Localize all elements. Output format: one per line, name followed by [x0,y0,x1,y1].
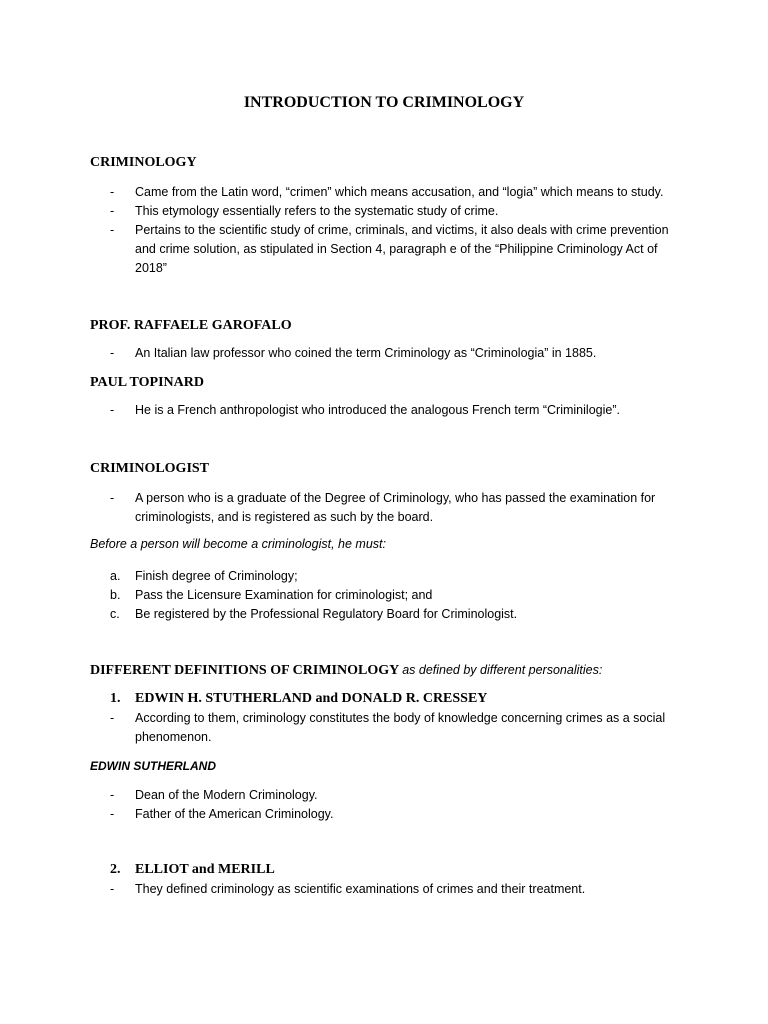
list-item-text: Came from the Latin word, “crimen” which means accusation, and “logia” which means to study. [135,185,664,199]
letter-marker: b. [110,588,121,602]
list-item-text: Father of the American Criminology. [135,807,334,821]
list-item [110,786,680,805]
list-item-text: An Italian law professor who coined the term Criminology as “Criminologia” in 1885. [135,346,597,360]
requirement-text: Pass the Licensure Examination for criminologist; and [135,588,433,602]
list-item [110,805,680,824]
bullet-marker: - [110,403,115,417]
list-item-text: This etymology essentially refers to the systematic study of crime. [135,204,499,218]
list-item [110,489,680,527]
list-item-text: Pertains to the scientific study of crime, criminals, and victims, it also deals with crime prevention and crime solution, as stipulated in Section 4, paragraph e of the “Philippine Criminology Act of 2018” [135,223,669,275]
definition-entry-heading [110,862,275,878]
bullet-marker: - [110,491,115,505]
requirements-note: Before a person will become a criminologist, he must: [90,537,386,551]
number-marker: 1. [110,691,121,706]
list-item [110,221,680,278]
section-heading-topinard: PAUL TOPINARD [90,375,204,390]
definitions-heading-suffix: as defined by different personalities: [402,663,603,677]
bullet-marker: - [110,882,115,896]
section-heading-criminologist: CRIMINOLOGIST [90,461,210,476]
number-marker: 2. [110,862,121,877]
section-heading-definitions [90,663,602,679]
requirement-text: Finish degree of Criminology; [135,569,298,583]
bullet-marker: - [110,223,115,237]
definition-entry-heading [110,691,487,707]
section-heading-garofalo: PROF. RAFFAELE GAROFALO [90,318,292,333]
list-item [110,202,680,221]
list-item [110,401,680,420]
list-item [110,880,680,899]
sub-heading-sutherland: EDWIN SUTHERLAND [90,759,216,773]
list-item-text: According to them, criminology constitutes the body of knowledge concerning crimes as a social phenomenon. [135,711,666,744]
bullet-marker: - [110,788,115,802]
bullet-marker: - [110,346,115,360]
section-heading-criminology: CRIMINOLOGY [90,155,197,170]
list-item [110,709,680,747]
bullet-marker: - [110,185,115,199]
requirement-item [110,586,680,605]
requirement-item [110,605,680,624]
letter-marker: a. [110,569,121,583]
definitions-heading-text: DIFFERENT DEFINITIONS OF CRIMINOLOGY [90,663,399,678]
bullet-marker: - [110,711,115,725]
list-item [110,183,680,202]
list-item [110,344,680,363]
list-item-text: Dean of the Modern Criminology. [135,788,318,802]
letter-marker: c. [110,607,120,621]
requirement-item [110,567,680,586]
list-item-text: They defined criminology as scientific examinations of crimes and their treatment. [135,882,586,896]
list-item-text: A person who is a graduate of the Degree of Criminology, who has passed the examination for criminologists, and is registered as such by the board. [135,491,656,524]
definition-entry-name: EDWIN H. STUTHERLAND and DONALD R. CRESSEY [135,691,488,706]
requirement-text: Be registered by the Professional Regulatory Board for Criminologist. [135,607,518,621]
bullet-marker: - [110,204,115,218]
list-item-text: He is a French anthropologist who introduced the analogous French term “Criminilogie”. [135,403,620,417]
bullet-marker: - [110,807,115,821]
definition-entry-name: ELLIOT and MERILL [135,862,275,877]
document-title: INTRODUCTION TO CRIMINOLOGY [243,94,525,111]
